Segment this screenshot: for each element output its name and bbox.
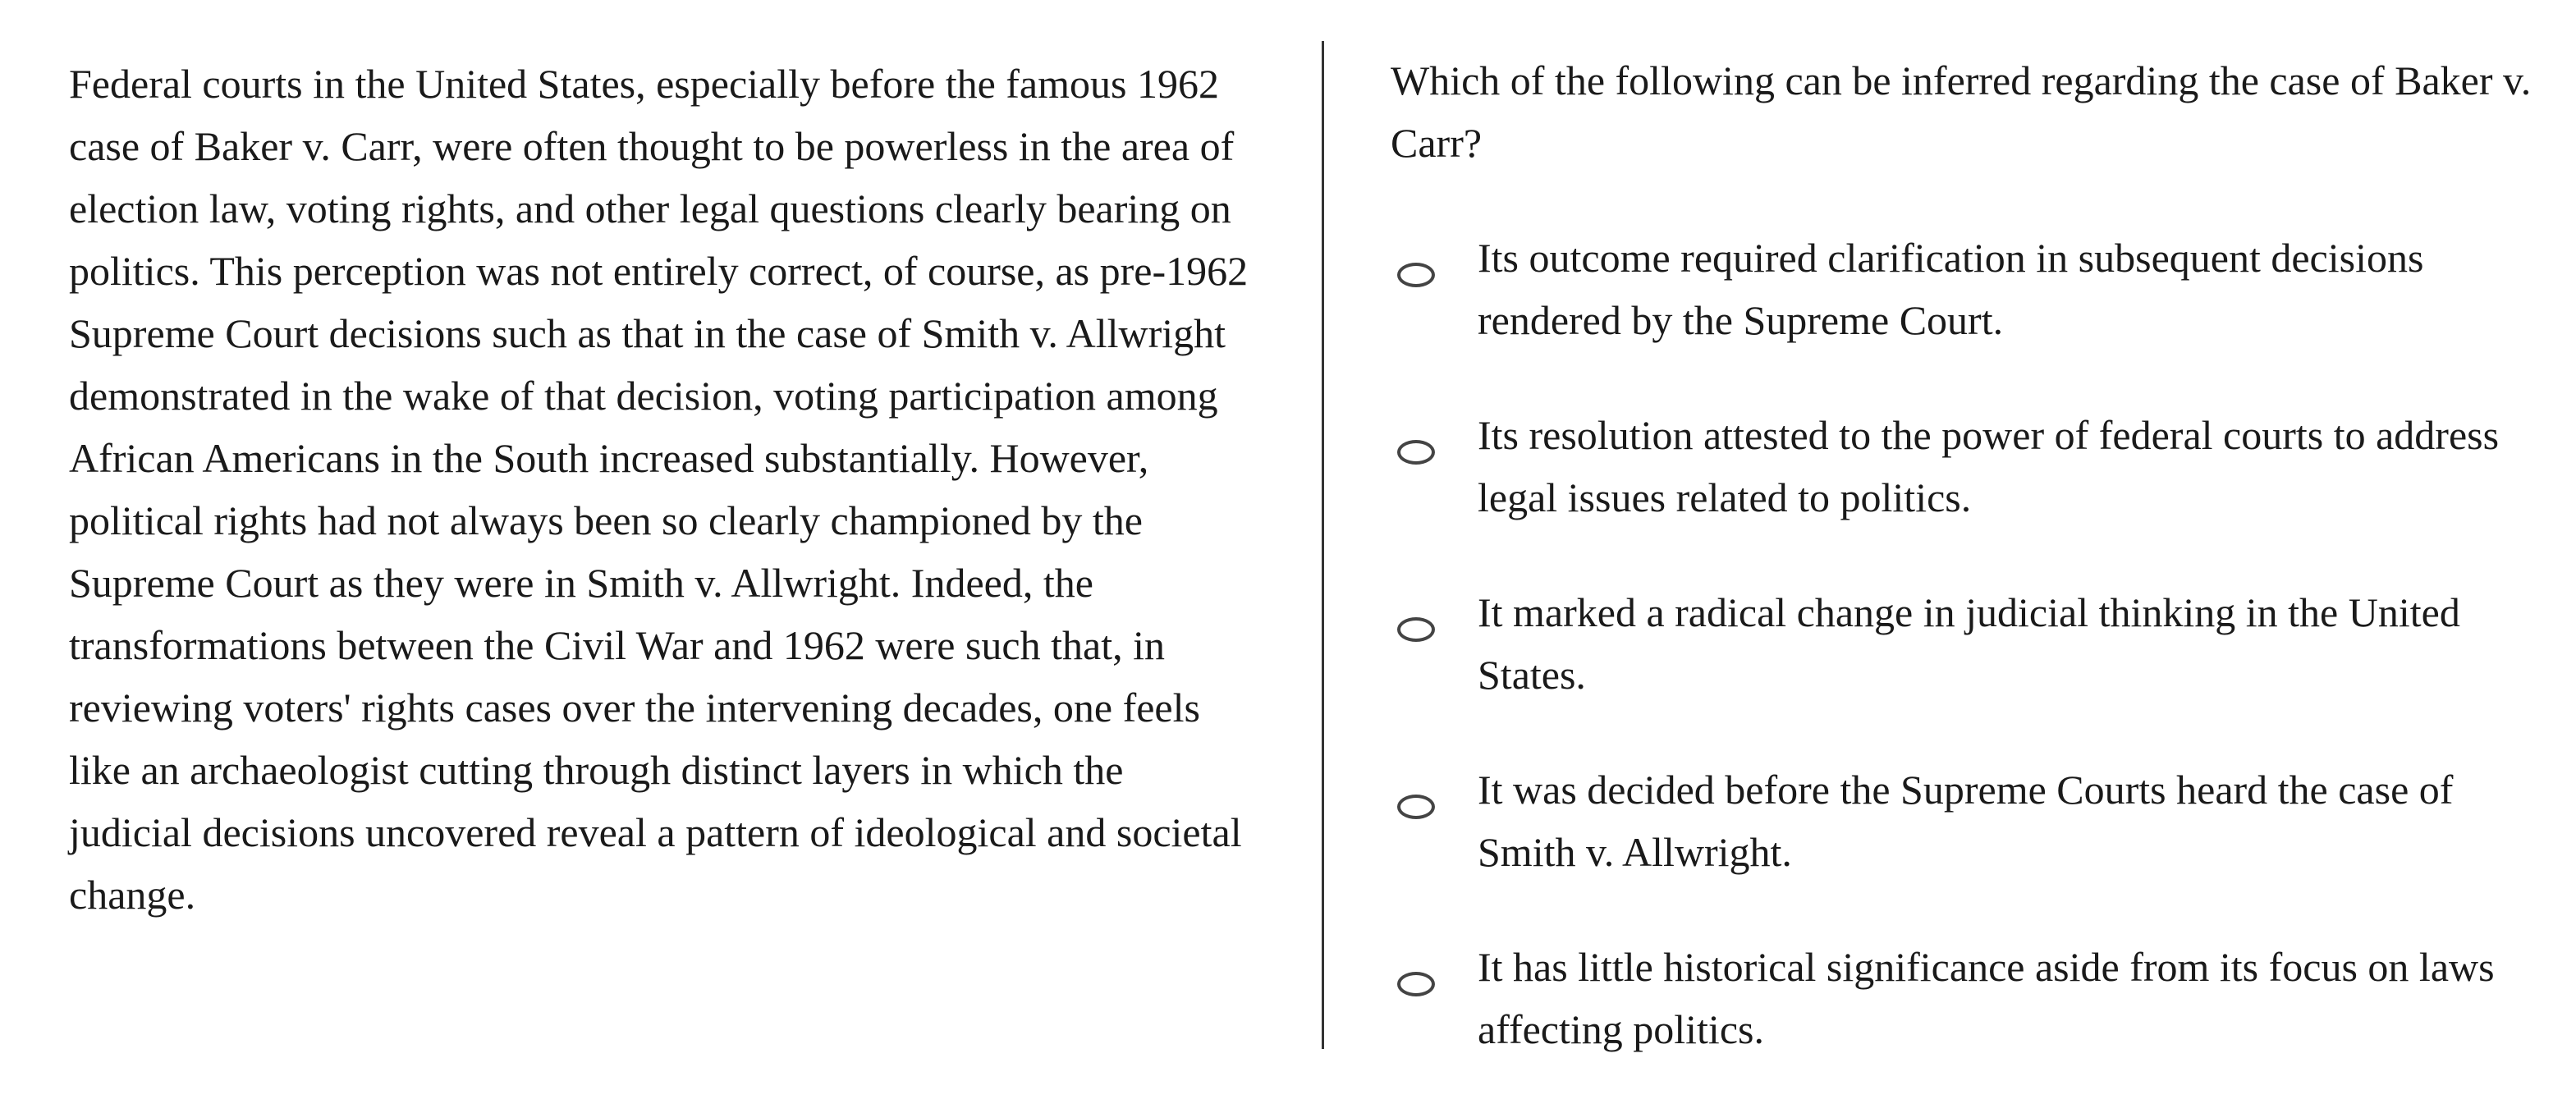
answer-option-a[interactable] — [1391, 227, 2540, 404]
question-stem: Which of the following can be inferred regarding the case of Baker v. Carr? — [1391, 57, 2532, 166]
answer-option-e[interactable] — [1391, 936, 2540, 1113]
passage-text: Federal courts in the United States, especially before the famous 1962 case of Baker v. Carr, were often thought to be powerless in the area of election law, voting rights, and other legal questions clearly bearing on politics. This perception was not entirely correct, of course, as pre-1962 Supreme Court decisions such as that in the case of Smith v. Allwright demonstrated in the wake of that decision, voting participation among African Americans in the South increased substantially. However, political rights had not always been so clearly championed by the Supreme Court as they were in Smith v. Allwright. Indeed, the transformations between the Civil War and 1962 were such that, in reviewing voters' rights cases over the intervening decades, one feels like an archaeologist cutting through distinct layers in which the judicial decisions uncovered reveal a pattern of ideological and societal change. — [69, 61, 1249, 918]
answer-option-label[interactable]: It has little historical significance aside from its focus on laws affecting politics. — [1478, 944, 2495, 1052]
answer-option-label[interactable]: It was decided before the Supreme Courts heard the case of Smith v. Allwright. — [1478, 767, 2454, 875]
answer-option-c[interactable] — [1391, 581, 2540, 758]
answer-option-label[interactable]: Its resolution attested to the power of federal courts to address legal issues related to politics. — [1478, 412, 2500, 520]
answer-option-label[interactable]: It marked a radical change in judicial thinking in the United States. — [1478, 589, 2460, 698]
answer-options — [1391, 227, 2540, 1113]
answer-option-label[interactable]: Its outcome required clarification in subsequent decisions rendered by the Supreme Court. — [1478, 235, 2424, 343]
passage-pane — [69, 53, 1251, 926]
radio-button-icon[interactable] — [1397, 617, 1435, 642]
radio-button-icon[interactable] — [1397, 263, 1435, 287]
radio-button-icon[interactable] — [1397, 440, 1435, 465]
radio-button-icon[interactable] — [1397, 972, 1435, 996]
radio-button-icon[interactable] — [1397, 795, 1435, 819]
answer-option-b[interactable] — [1391, 404, 2540, 581]
pane-divider — [1322, 41, 1324, 1049]
question-pane — [1391, 49, 2540, 1052]
answer-option-d[interactable] — [1391, 758, 2540, 936]
